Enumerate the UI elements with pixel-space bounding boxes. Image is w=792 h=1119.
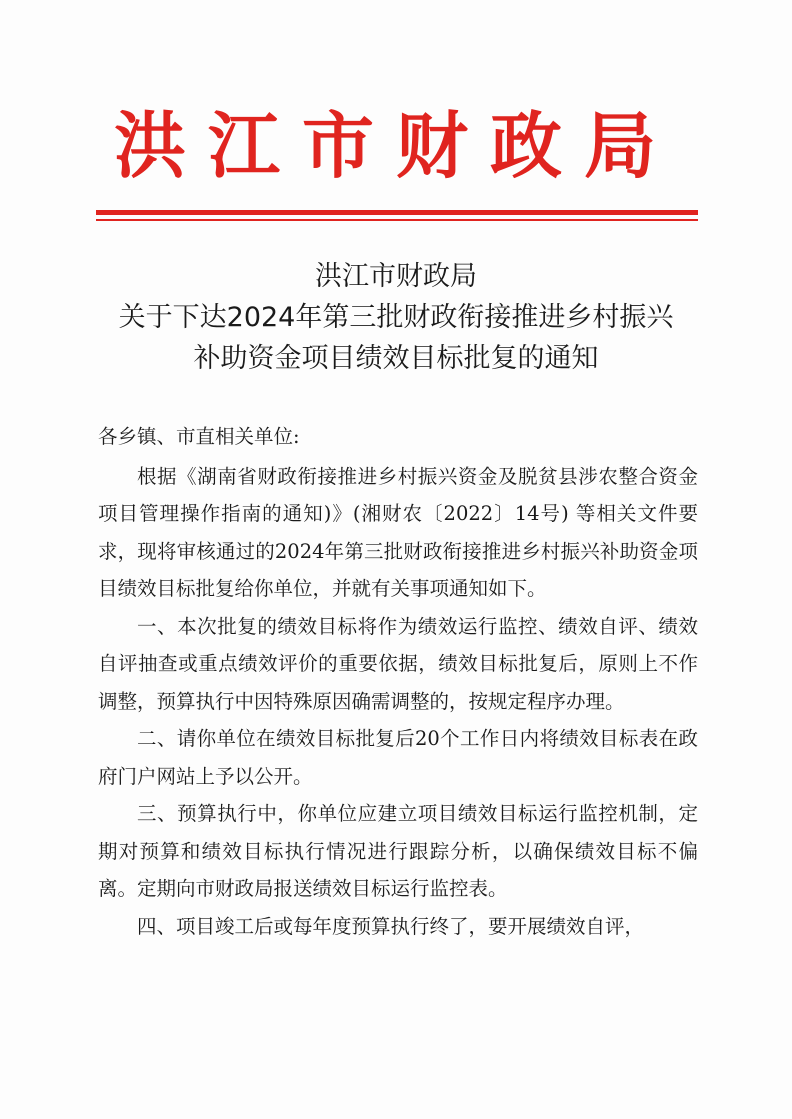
title-line-3: 补助资金项目绩效目标批复的通知 <box>193 343 599 374</box>
red-rule-thick <box>96 210 698 215</box>
paragraph-item-1: 一、本次批复的绩效目标将作为绩效运行监控、绩效自评、绩效自评抽查或重点绩效评价的重要依据，绩效目标批复后，原则上不作调整，预算执行中因特殊原因确需调整的，按规定程序办理。 <box>98 614 698 713</box>
title-line-1: 洪江市财政局 <box>315 261 477 292</box>
paragraph-intro: 根据《湖南省财政衔接推进乡村振兴资金及脱贫县涉农整合资金项目管理操作指南的通知)》(湘财农〔2022〕14号) 等相关文件要求，现将审核通过的2024年第三批财政衔接推进乡村振兴补助资金项目绩效目标批复给你单位，并就有关事项通知如下。 <box>98 464 698 600</box>
issuer-header: 洪江市财政局 <box>113 103 678 188</box>
red-rule-thin <box>96 219 698 221</box>
document-title <box>0 256 792 379</box>
paragraph-item-2: 二、请你单位在绩效目标批复后20个工作日内将绩效目标表在政府门户网站上予以公开。 <box>98 727 698 788</box>
paragraph-item-4: 四、项目竣工后或每年度预算执行终了，要开展绩效自评， <box>137 914 645 938</box>
salutation: 各乡镇、市直相关单位: <box>98 425 300 448</box>
title-line-2: 关于下达2024年第三批财政衔接推进乡村振兴 <box>118 302 674 333</box>
paragraph-item-3: 三、预算执行中，你单位应建立项目绩效目标运行监控机制，定期对预算和绩效目标执行情况进行跟踪分析，以确保绩效目标不偏离。定期向市财政局报送绩效目标运行监控表。 <box>98 802 698 900</box>
document-body <box>98 418 698 945</box>
